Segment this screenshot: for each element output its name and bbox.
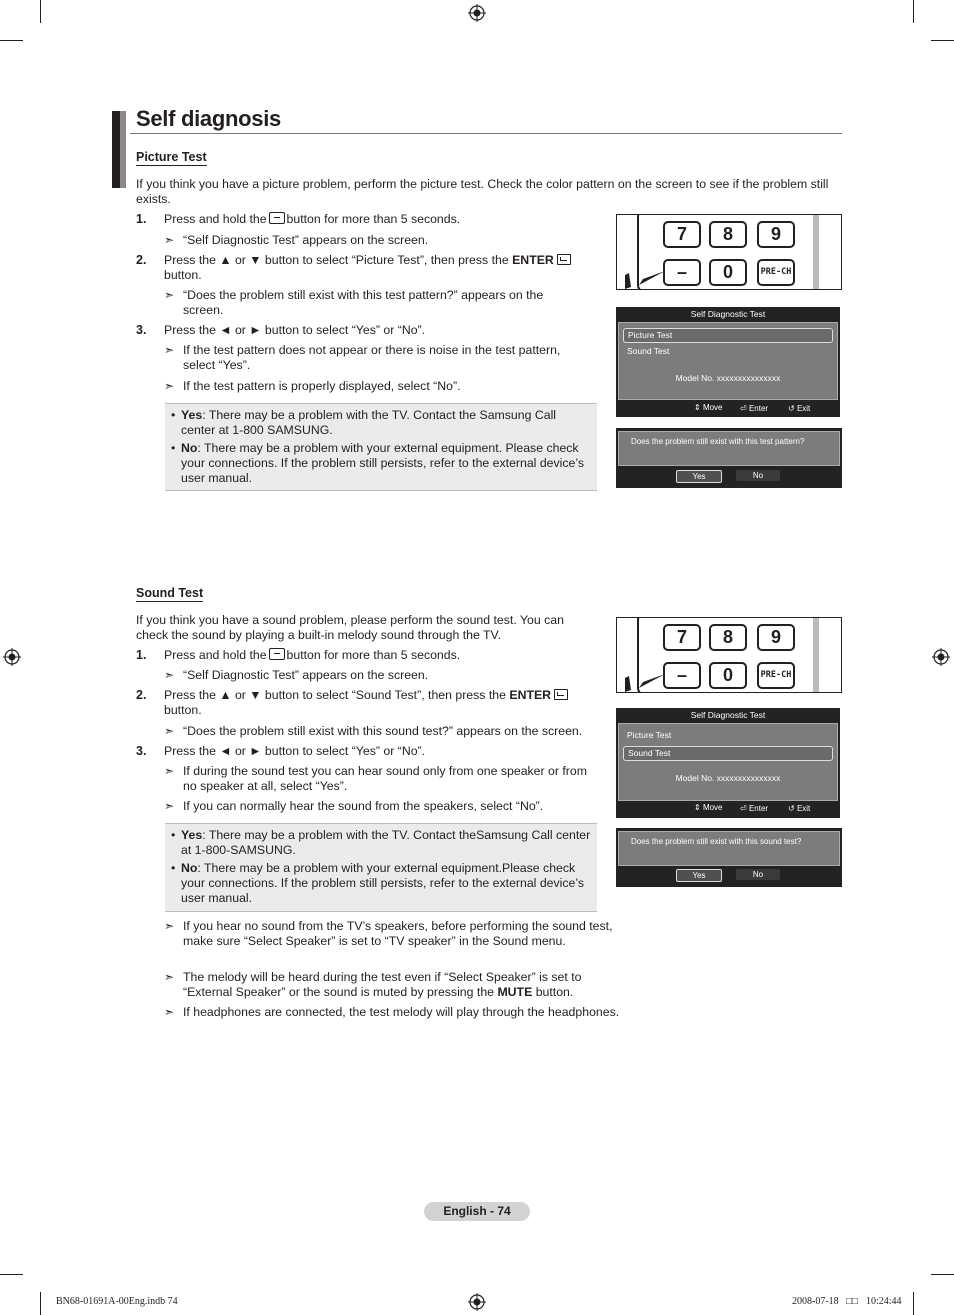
sound-extra-note-1: If you hear no sound from the TV’s speakers, before performing the sound test, make sure “Select Speaker” is set to “TV speaker” in the Sound menu. — [183, 919, 613, 948]
title-rule — [130, 133, 842, 134]
sound-step-3: Press the ◄ or ► button to select “Yes” or “No”. — [164, 744, 426, 758]
no-text: : There may be a problem with your external equipment. Please check your connections. If the problem still persists, refer to the external device’s user manual. — [181, 441, 585, 485]
step-number: 2. — [136, 688, 147, 702]
picture-step-3-note-1: If the test pattern does not appear or there is noise in the test pattern, select “Yes”. — [183, 343, 561, 372]
key-9: 9 — [757, 624, 795, 651]
step-text: button for more than 5 seconds. — [286, 212, 461, 226]
osd-yes-button[interactable]: Yes — [676, 470, 722, 483]
sound-result-notes — [165, 823, 597, 912]
osd-item-sound-test[interactable]: Sound Test — [623, 746, 833, 761]
note-text: The melody will be heard during the test even if “Select Speaker” is set to “External Speaker” or the sound is muted by pressing the — [183, 970, 582, 999]
step-number: 3. — [136, 744, 147, 758]
minus-button-icon — [269, 648, 285, 660]
minus-button-icon — [269, 212, 285, 224]
osd-prompt-panel — [618, 431, 840, 466]
key-dash: – — [663, 662, 701, 689]
step-text: button. — [164, 268, 202, 282]
yes-label: Yes — [181, 828, 203, 842]
osd-sound-prompt — [616, 828, 842, 887]
remote-edge — [813, 215, 819, 289]
bullet-icon: • — [171, 441, 176, 455]
picture-step-1 — [164, 212, 604, 227]
arrow-icon: ➣ — [164, 764, 175, 778]
picture-yes-note — [181, 408, 591, 438]
step-number: 2. — [136, 253, 147, 267]
key-8: 8 — [709, 221, 747, 248]
crop-mark — [0, 1274, 23, 1275]
osd-enter-hint: ⏎ Enter — [740, 804, 769, 813]
key-dash: – — [663, 259, 701, 286]
crop-mark — [40, 0, 41, 23]
exit-label: Exit — [796, 404, 811, 413]
arrow-icon: ➣ — [164, 233, 175, 247]
step-number: 3. — [136, 323, 147, 337]
step-text: button. — [164, 703, 202, 717]
key-0: 0 — [709, 259, 747, 286]
osd-item-sound-test[interactable]: Sound Test — [627, 346, 670, 356]
step-number: 1. — [136, 212, 147, 226]
step-text: Press the ▲ or ▼ button to select “Picture Test”, then press the — [164, 253, 509, 267]
crop-mark — [931, 1274, 954, 1275]
yes-text: : There may be a problem with the TV. Contact the Samsung Call center at 1-800 SAMSUNG. — [181, 408, 557, 437]
osd-no-button[interactable]: No — [736, 470, 780, 481]
osd-exit-hint: ↺ Exit — [788, 404, 811, 413]
footer-date: 2008-07-18 — [792, 1296, 839, 1307]
enter-icon — [554, 689, 568, 700]
osd-enter-hint: ⏎ Enter — [740, 404, 769, 413]
remote-control-illustration — [616, 214, 842, 290]
no-label: No — [181, 441, 198, 455]
arrow-icon: ➣ — [164, 1005, 175, 1019]
note-text: button. — [535, 985, 574, 999]
enter-label: Enter — [748, 404, 769, 413]
key-8: 8 — [709, 624, 747, 651]
sound-no-note — [181, 861, 593, 906]
osd-prompt-text: Does the problem still exist with this test pattern? — [631, 437, 805, 446]
sound-step-3-note-2: If you can normally hear the sound from the speakers, select “No”. — [183, 799, 544, 813]
sound-step-3-note-1: If during the sound test you can hear sound only from one speaker or from no speaker at all, select “Yes”. — [183, 764, 587, 793]
registration-mark-icon — [3, 648, 21, 666]
key-prech: PRE-CH — [757, 259, 795, 286]
osd-no-button[interactable]: No — [736, 869, 780, 880]
osd-title: Self Diagnostic Test — [690, 710, 766, 720]
picture-test-intro: If you think you have a picture problem, perform the picture test. Check the color pattern on the screen to see if the problem still exists. — [136, 177, 829, 206]
sound-step-1 — [164, 648, 604, 663]
picture-step-3-note-2: If the test pattern is properly displayed, select “No”. — [183, 379, 461, 393]
picture-no-note — [181, 441, 593, 486]
osd-self-diagnostic-menu — [616, 307, 840, 417]
osd-move-hint: ⇕ Move — [694, 403, 723, 412]
osd-self-diagnostic-menu — [616, 708, 840, 818]
exit-label: Exit — [796, 804, 811, 813]
enter-key-label: ENTER — [509, 688, 552, 702]
page-number: English - 74 — [424, 1202, 530, 1221]
step-number: 1. — [136, 648, 147, 662]
enter-icon — [557, 254, 571, 265]
no-text: : There may be a problem with your external equipment.Please check your connections. If the problem still persists, refer to the external device’s user manual. — [181, 861, 585, 905]
step-text: button for more than 5 seconds. — [286, 648, 461, 662]
osd-prompt-panel — [618, 831, 840, 866]
osd-item-picture-test[interactable]: Picture Test — [627, 730, 672, 740]
osd-yes-button[interactable]: Yes — [676, 869, 722, 882]
picture-step-3: Press the ◄ or ► button to select “Yes” or “No”. — [164, 323, 426, 337]
move-label: Move — [702, 803, 723, 812]
page-title: Self diagnosis — [136, 106, 281, 131]
arrow-icon: ➣ — [164, 288, 175, 302]
arrow-icon: ➣ — [164, 724, 175, 738]
enter-label: Enter — [748, 804, 769, 813]
osd-move-hint: ⇕ Move — [694, 803, 723, 812]
crop-mark — [40, 1292, 41, 1315]
crop-mark — [913, 1292, 914, 1315]
footer-time: 10:24:44 — [866, 1296, 902, 1307]
step-text: Press the ▲ or ▼ button to select “Sound Test”, then press the — [164, 688, 506, 702]
key-9: 9 — [757, 221, 795, 248]
osd-panel — [618, 723, 838, 801]
arrow-icon: ➣ — [164, 343, 175, 357]
pointer-arrow-icon — [621, 261, 669, 289]
enter-key-label: ENTER — [512, 253, 554, 267]
crop-mark — [931, 40, 954, 41]
osd-title: Self Diagnostic Test — [690, 309, 766, 319]
bullet-icon: • — [171, 861, 176, 875]
pointer-arrow-icon — [621, 664, 669, 692]
remote-edge — [813, 618, 819, 692]
osd-panel — [618, 322, 838, 400]
sound-test-intro: If you think you have a sound problem, please perform the sound test. You can check the sound by playing a built-in melody sound through the TV. — [136, 613, 564, 642]
no-label: No — [181, 861, 198, 875]
picture-step-1-note: “Self Diagnostic Test” appears on the screen. — [183, 233, 429, 247]
remote-control-illustration — [616, 617, 842, 693]
picture-step-2-note: “Does the problem still exist with this test pattern?” appears on the screen. — [183, 288, 544, 317]
yes-text: : There may be a problem with the TV. Contact theSamsung Call center at 1-800-SAMSUNG. — [181, 828, 591, 857]
key-7: 7 — [663, 624, 701, 651]
picture-test-heading: Picture Test — [136, 150, 207, 164]
picture-result-notes — [165, 403, 597, 491]
registration-mark-icon — [932, 648, 950, 666]
arrow-icon: ➣ — [164, 668, 175, 682]
crop-mark — [0, 40, 23, 41]
osd-item-picture-test[interactable]: Picture Test — [623, 328, 833, 343]
sound-step-1-note: “Self Diagnostic Test” appears on the screen. — [183, 668, 429, 682]
footer-boxes: □□ — [846, 1296, 859, 1307]
bullet-icon: • — [171, 408, 176, 422]
mute-key-label: MUTE — [497, 985, 533, 999]
step-text: Press and hold the — [164, 648, 267, 662]
arrow-icon: ➣ — [164, 970, 175, 984]
yes-label: Yes — [181, 408, 203, 422]
key-0: 0 — [709, 662, 747, 689]
sound-yes-note — [181, 828, 591, 858]
crop-mark — [913, 0, 914, 23]
step-text: Press and hold the — [164, 212, 267, 226]
footer-file: BN68-01691A-00Eng.indb 74 — [56, 1296, 178, 1307]
key-7: 7 — [663, 221, 701, 248]
sound-step-2-note: “Does the problem still exist with this sound test?” appears on the screen. — [183, 724, 583, 738]
arrow-icon: ➣ — [164, 919, 175, 933]
arrow-icon: ➣ — [164, 799, 175, 813]
osd-model-number: Model No. xxxxxxxxxxxxxxx — [675, 373, 781, 383]
sound-extra-note-3: If headphones are connected, the test melody will play through the headphones. — [183, 1005, 620, 1019]
osd-prompt-text: Does the problem still exist with this sound test? — [631, 837, 802, 846]
sound-extra-note-2 — [183, 970, 608, 1000]
registration-mark-icon — [468, 1293, 486, 1311]
move-label: Move — [702, 403, 723, 412]
sound-test-heading: Sound Test — [136, 586, 204, 600]
osd-picture-prompt — [616, 428, 842, 488]
sound-step-2 — [164, 688, 604, 718]
title-accent-bar-inner — [120, 111, 126, 188]
key-prech: PRE-CH — [757, 662, 795, 689]
osd-model-number: Model No. xxxxxxxxxxxxxxx — [675, 773, 781, 783]
osd-exit-hint: ↺ Exit — [788, 804, 811, 813]
registration-mark-icon — [468, 4, 486, 22]
bullet-icon: • — [171, 828, 176, 842]
arrow-icon: ➣ — [164, 379, 175, 393]
picture-step-2 — [164, 253, 604, 283]
